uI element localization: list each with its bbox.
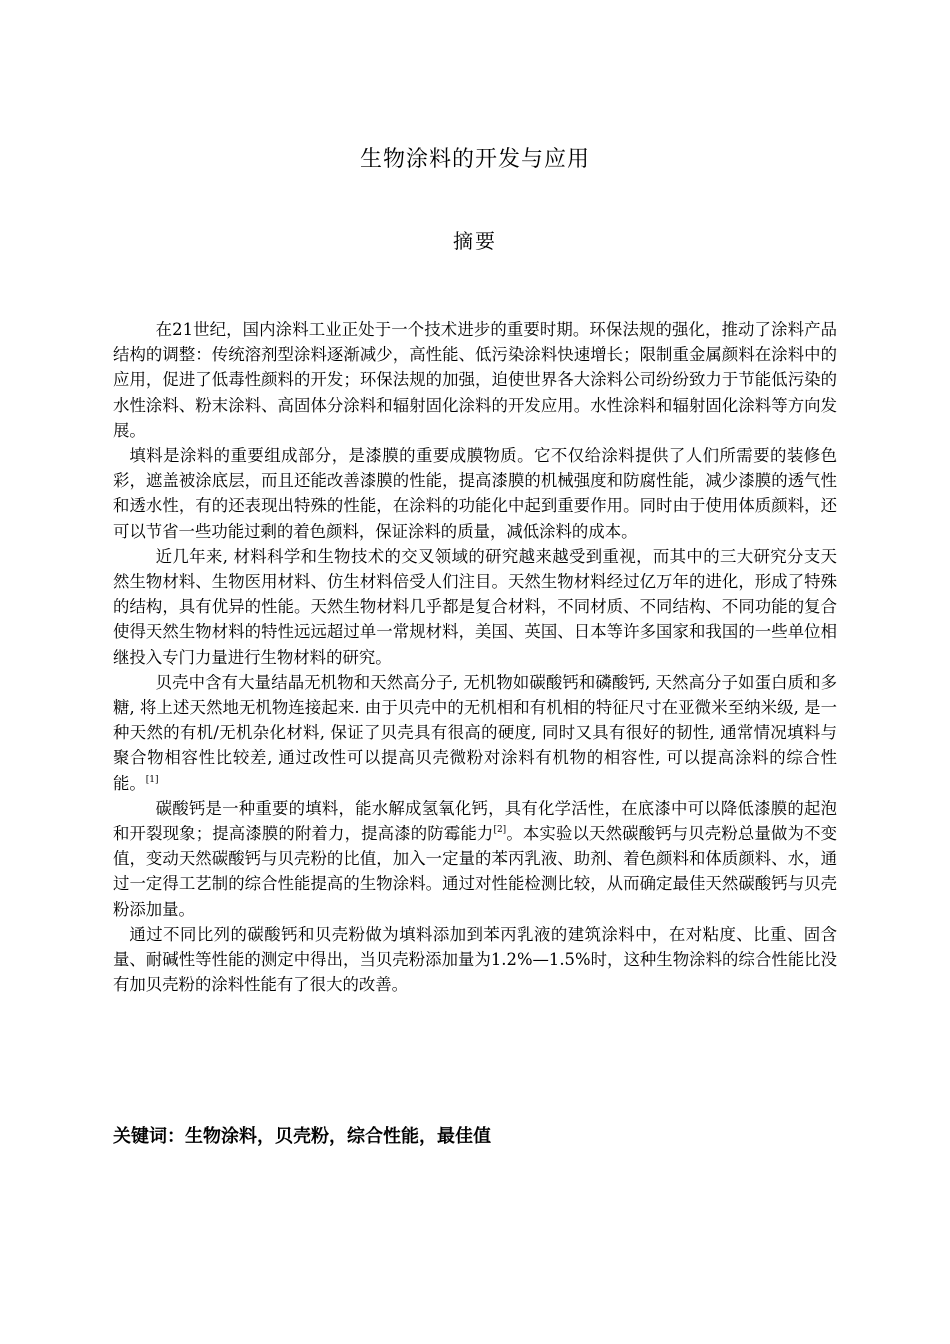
keywords-line: 关键词：生物涂料，贝壳粉，综合性能，最佳值 — [113, 1126, 491, 1147]
paragraph-4-text: 贝壳中含有大量结晶无机物和天然高分子, 无机物如碳酸钙和磷酸钙, 天然高分子如蛋白质和多糖, 将上述天然地无机物连接起来. 由于贝壳中的无机相和有机相的特征尺寸在亚微米至纳米级, 是一种天然的有机/无机杂化材料, 保证了贝壳具有很高的硬度, 同时又具有很好的韧性, 通常情况填料与聚合物相容性比较差, 通过改性可以提高贝壳微粉对涂料有机物的相容性, 可以提高涂料的综合性能。 — [113, 672, 837, 793]
paragraph-5 — [113, 796, 837, 922]
paragraph-2: 填料是涂料的重要组成部分，是漆膜的重要成膜物质。它不仅给涂料提供了人们所需要的装修色彩，遮盖被涂底层，而且还能改善漆膜的性能，提高漆膜的机械强度和防腐性能，减少漆膜的透气性和透水性，有的还表现出特殊的性能，在涂料的功能化中起到重要作用。同时由于使用体质颜料，还可以节省一些功能过剩的着色颜料，保证涂料的质量，减低涂料的成本。 — [113, 446, 837, 541]
abstract-body — [113, 317, 837, 997]
citation-ref-1: [1] — [145, 774, 159, 785]
document-title: 生物涂料的开发与应用 — [359, 147, 590, 172]
paragraph-6: 通过不同比列的碳酸钙和贝壳粉做为填料添加到苯丙乳液的建筑涂料中，在对粘度、比重、固含量、耐碱性等性能的测定中得出，当贝壳粉添加量为1.2%—1.5%时，这种生物涂料的综合性能比没有加贝壳粉的涂料性能有了很大的改善。 — [113, 924, 837, 995]
paragraph-3: 近几年来, 材料科学和生物技术的交叉领域的研究越来越受到重视，而其中的三大研究分支天然生物材料、生物医用材料、仿生材料倍受人们注目。天然生物材料经过亿万年的进化，形成了特殊的结构，具有优异的性能。天然生物材料几乎都是复合材料，不同材质、不同结构、不同功能的复合使得天然生物材料的特性远远超过单一常规材料，美国、英国、日本等许多国家和我国的一些单位相继投入专门力量进行生物材料的研究。 — [113, 546, 837, 667]
paragraph-5-text-after-ref: 。本实验以天然碳酸钙与贝壳粉总量做为不变值，变动天然碳酸钙与贝壳粉的比值，加入一定量的苯丙乳液、助剂、着色颜料和体质颜料、水，通过一定得工艺制的综合性能提高的生物涂料。通过对性能检测比较，从而确定最佳天然碳酸钙与贝壳粉添加量。 — [113, 824, 838, 919]
paragraph-5-text-before-ref: 碳酸钙是一种重要的填料，能水解成氢氧化钙，具有化学活性，在底漆中可以降低漆膜的起泡和开裂现象；提高漆膜的附着力，提高漆的防霉能力 — [113, 798, 837, 844]
citation-ref-2: [2] — [493, 825, 507, 836]
abstract-heading: 摘要 — [453, 229, 497, 253]
paragraph-4 — [113, 670, 837, 796]
paragraph-1: 在21世纪，国内涂料工业正处于一个技术进步的重要时期。环保法规的强化，推动了涂料产品结构的调整：传统溶剂型涂料逐渐减少，高性能、低污染涂料快速增长；限制重金属颜料在涂料中的应用，促进了低毒性颜料的开发；环保法规的加强，迫使世界各大涂料公司纷纷致力于节能低污染的水性涂料、粉末涂料、高固体分涂料和辐射固化涂料的开发应用。水性涂料和辐射固化涂料等方向发展。 — [113, 320, 837, 440]
